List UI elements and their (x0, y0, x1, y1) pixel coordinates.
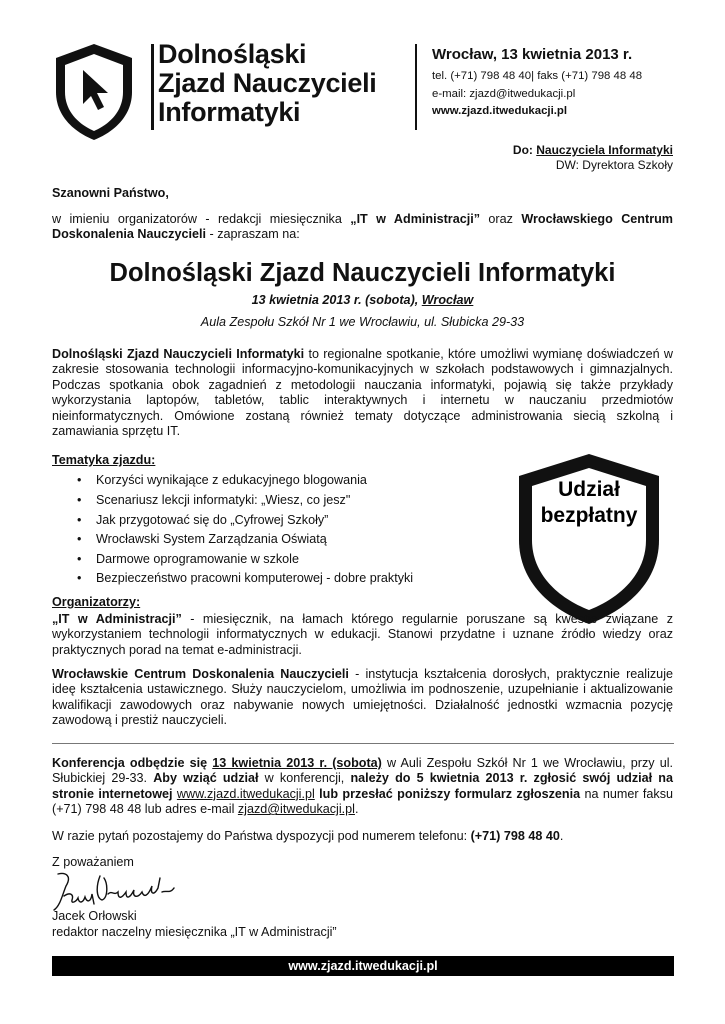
badge-line-1: Udział (558, 478, 620, 501)
brand-line-3: Informatyki (158, 97, 301, 127)
regards: Z poważaniem (52, 855, 134, 869)
signatory-name: Jacek Orłowski (52, 909, 137, 923)
organizer-1: „IT w Administracji” - miesięcznik, na łamach którego regularnie poruszane są kwestie związane z wykorzystaniem technologii informatycznych w edukacji. Stanowi przydatne i uznane źródło wiedzy oraz praktycznych porad na temat e-administracji. (52, 612, 673, 657)
phone-fax: tel. (+71) 798 48 40| faks (+71) 798 48 48 (432, 70, 643, 82)
organizer-2-name: Wrocławskie Centrum Doskonalenia Nauczycieli (52, 667, 349, 681)
to-value: Nauczyciela Informatyki (536, 143, 673, 157)
event-title: Dolnośląski Zjazd Nauczycieli Informatyki (109, 259, 616, 287)
event-date: 13 kwietnia 2013 r. (sobota), Wrocław (251, 293, 474, 307)
list-item: • Bezpieczeństwo pracowni komputerowej - dobre praktyki (77, 571, 414, 586)
topics-list (52, 471, 482, 589)
list-item: • Jak przygotować się do „Cyfrowej Szkoły” (77, 512, 329, 527)
registration-website-link[interactable]: www.zjazd.itwedukacji.pl (176, 786, 315, 801)
addressee (513, 143, 673, 173)
to-label: Do: (512, 143, 533, 157)
list-item: • Scenariusz lekcji informatyki: „Wiesz, co jesz" (77, 493, 351, 507)
signatory-role: redaktor naczelny miesięcznika „IT w Administracji” (52, 925, 337, 939)
organizer-1-name: „IT w Administracji” (52, 612, 182, 626)
cc-line: DW: Dyrektora Szkoły (555, 158, 673, 172)
logo-shield-icon (50, 40, 138, 144)
intro-paragraph: w imieniu organizatorów - redakcji miesięcznika „IT w Administracji” oraz Wrocławskiego Centrum Doskonalenia Nauczycieli - zapraszam na: (52, 212, 673, 242)
event-description: Dolnośląski Zjazd Nauczycieli Informatyki to regionalne spotkanie, które umożliwi wymianę doświadczeń w zakresie stosowania technologii informacyjno-komunikacyjnych w szkołach podstawowych i gimnazjalnych. Podczas spotkania obok zagadnień z metodologii nauczania informatyki, pojawią się także przykłady wykorzystania laptopów, tabletów, tablic interaktywnych i internetu w nauczaniu przedmiotów nieinformatycznych. Omówione zostaną również tematy dotyczące administrowania siecią szkolną i zamawiania sprzętu IT. (52, 347, 673, 439)
registration-paragraph: Konferencja odbędzie się 13 kwietnia 2013 r. (sobota) w Auli Zespołu Szkół Nr 1 we Wrocławiu, przy ul. Słubickiej 29-33. Aby wziąć udział w konferencji, należy do 5 kwietnia 2013 r. zgłosić swój udział na stronie internetowej www.zjazd.itwedukacji.pl lub przesłać poniższy formularz zgłoszenia na numer faksu (+71) 798 48 48 lub adres e-mail zjazd@itwedukacji.pl. (52, 756, 674, 817)
organizer-2: Wrocławskie Centrum Doskonalenia Nauczycieli - instytucja kształcenia dorosłych, praktycznie realizuje ideę kształcenia ustawicznego. Służy nauczycielom, umożliwia im podnoszenie, uzupełnianie i aktualizowanie kwalifikacji zawodowych oraz nabywanie nowych umiejętności. Działalność jednostki wzmacnia pozycję zawodową i prestiż nauczycieli. (52, 667, 673, 728)
brand-name (158, 40, 376, 127)
list-item: • Darmowe oprogramowanie w szkole (77, 551, 299, 566)
list-item: • Korzyści wynikające z edukacyjnego blogowania (77, 473, 367, 488)
intro-magazine: „IT w Administracji” (350, 212, 480, 226)
footer-bar (52, 956, 674, 976)
greeting: Szanowni Państwo, (52, 186, 169, 200)
section-divider (52, 743, 674, 744)
brand-line-1: Dolnośląski (158, 39, 307, 69)
footer-website[interactable]: www.zjazd.itwedukacji.pl (288, 959, 438, 973)
badge-line-2: bezpłatny (540, 504, 638, 527)
registration-date: 13 kwietnia 2013 r. (sobota) (212, 756, 382, 770)
city-date: Wrocław, 13 kwietnia 2013 r. (432, 46, 633, 63)
header-divider (415, 44, 417, 130)
questions-phone: (+71) 798 48 40 (470, 829, 560, 843)
organizers-heading: Organizatorzy: (52, 595, 141, 609)
contact-website: www.zjazd.itwedukacji.pl (432, 105, 568, 117)
contact-block (432, 44, 642, 121)
topics-section (52, 453, 482, 589)
event-venue: Aula Zespołu Szkół Nr 1 we Wrocławiu, ul. Słubicka 29-33 (200, 315, 525, 329)
contact-email: e-mail: zjazd@itwedukacji.pl (432, 87, 576, 100)
description-lead: Dolnośląski Zjazd Nauczycieli Informatyki (52, 347, 305, 361)
topics-heading: Tematyka zjazdu: (52, 453, 156, 467)
brand-line-2: Zjazd Nauczycieli (158, 68, 377, 98)
list-item: • Wrocławski System Zarządzania Oświatą (77, 532, 327, 547)
event-city: Wrocław (421, 293, 474, 307)
registration-email-link[interactable]: zjazd@itwedukacji.pl (237, 802, 355, 817)
questions-line: W razie pytań pozostajemy do Państwa dyspozycji pod numerem telefonu: (+71) 798 48 40. (52, 829, 564, 843)
intro-center: Wrocławskiego Centrum Doskonalenia Nauczycieli (52, 212, 673, 242)
brand-divider (151, 44, 154, 130)
